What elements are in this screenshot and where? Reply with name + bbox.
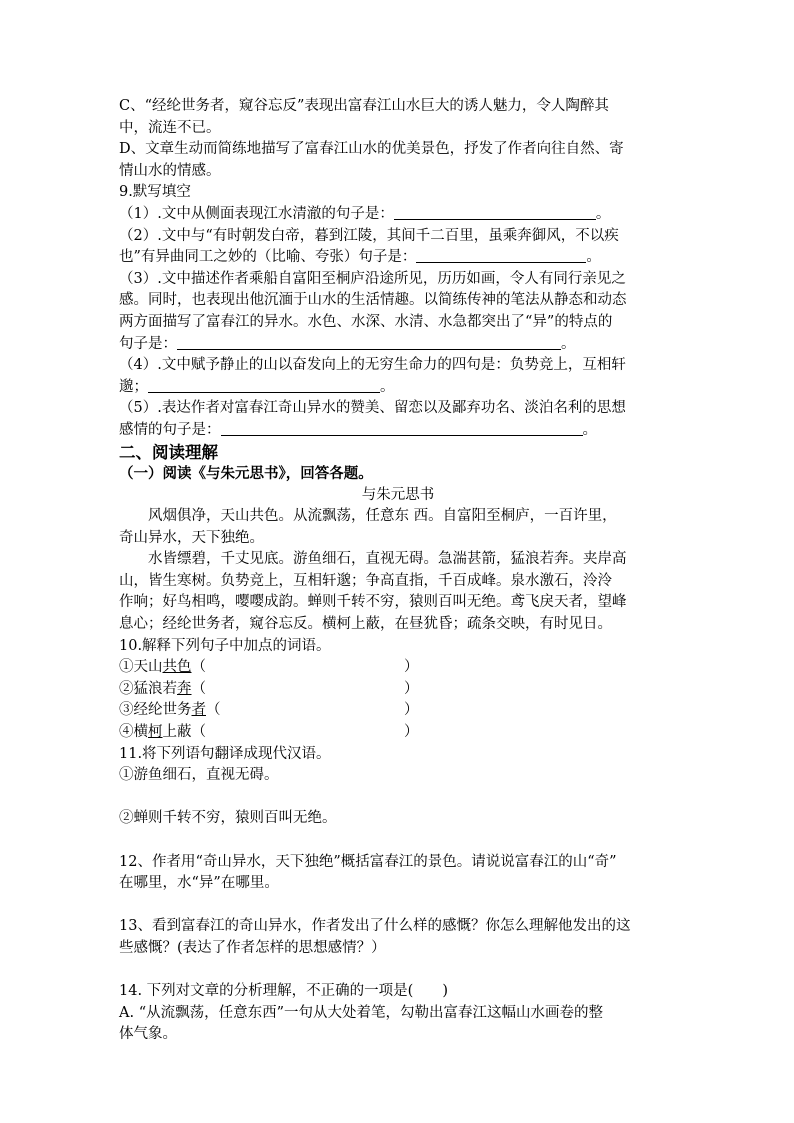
document-page xyxy=(119,96,677,1046)
question-9-2-line2 xyxy=(119,247,677,269)
answer-blank[interactable] xyxy=(177,334,561,350)
question-9-4-end: 。 xyxy=(380,378,395,395)
answer-blank[interactable] xyxy=(221,420,583,436)
close-paren: ） xyxy=(404,680,419,697)
question-9-5-text: 感情的句子是： xyxy=(119,421,221,438)
passage-para2-line1: 水皆缥碧，千丈见底。游鱼细石，直视无碍。急湍甚箭，猛浪若奔。夹岸高 xyxy=(148,551,627,568)
passage-para1-line2: 奇山异水，天下独绝。 xyxy=(119,529,264,546)
question-11-title: 11.将下列语句翻译成现代汉语。 xyxy=(119,745,331,762)
question-9-3-text: 句子是： xyxy=(119,335,177,352)
question-9-3-line2: 感。同时，也表现出他沉湎于山水的生活情趣。以简练传神的笔法从静态和动态 xyxy=(119,292,627,309)
item-text: ③经纶世务 xyxy=(119,702,192,719)
answer-blank[interactable] xyxy=(394,204,596,220)
item-text: ④横 xyxy=(119,724,148,741)
option-c-line2: 中，流连不已。 xyxy=(119,119,221,136)
passage-para2-line3: 作响；好鸟相鸣，嘤嘤成韵。蝉则千转不穷，猿则百叫无绝。鸢飞戾天者，望峰 xyxy=(119,594,627,611)
question-9-1-text: （1）.文中从侧面表现江水清澈的句子是： xyxy=(119,205,394,222)
question-9-3-line4 xyxy=(119,334,677,356)
question-10-item xyxy=(119,657,677,679)
question-11-1: ①游鱼细石，直视无碍。 xyxy=(119,767,279,784)
close-paren: ） xyxy=(404,702,419,719)
question-13-line1: 13、看到富春江的奇山异水，作者发出了什么样的感慨？你怎么理解他发出的这 xyxy=(119,918,631,935)
passage-para2-line2: 山，皆生寒树。负势竞上，互相轩邈；争高直指，千百成峰。泉水激石，泠泠 xyxy=(119,572,612,589)
item-text: ②猛浪若 xyxy=(119,680,177,697)
question-14-option-a-line1: A. “从流飘荡，任意东西”一句从大处着笔，勾勒出富春江这幅山水画卷的整 xyxy=(119,1004,604,1021)
open-paren: （ xyxy=(206,702,221,719)
question-9-5-line1: （5）.表达作者对富春江奇山异水的赞美、留恋以及鄙弃功名、淡泊名利的思想 xyxy=(119,400,626,417)
dotted-word: 柯 xyxy=(148,724,163,741)
question-9-2-line1: （2）.文中与“有时朝发白帝，暮到江陵，其间千二百里，虽乘奔御风，不以疾 xyxy=(119,227,619,244)
open-paren: （ xyxy=(191,659,206,676)
section-heading: 二、阅读理解 xyxy=(119,442,218,462)
close-paren: ） xyxy=(404,724,419,741)
dotted-word: 奔 xyxy=(177,680,192,697)
open-paren: 上蔽（ xyxy=(162,724,206,741)
question-10-item xyxy=(119,679,677,701)
question-9-5-end: 。 xyxy=(582,421,597,438)
question-9-4-line1: （4）.文中赋予静止的山以奋发向上的无穷生命力的四句是：负势竞上，互相轩 xyxy=(119,357,626,374)
question-9-3-line3: 两方面描写了富春江的异水。水色、水深、水清、水急都突出了“异”的特点的 xyxy=(119,313,613,330)
question-9-1-end: 。 xyxy=(595,205,611,222)
question-12-line1: 12、作者用“奇山异水，天下独绝”概括富春江的景色。请说说富春江的山“奇” xyxy=(119,853,617,870)
passage-para2-line4: 息心；经纶世务者，窥谷忘反。横柯上蔽，在昼犹昏；疏条交映，有时见日。 xyxy=(119,616,612,633)
close-paren: ） xyxy=(404,659,419,676)
option-d-line1: D、文章生动而简练地描写了富春江山水的优美景色，抒发了作者向往自然、寄 xyxy=(119,141,624,158)
question-13-line2: 些感慨？(表达了作者怎样的思想感情？） xyxy=(119,939,386,956)
question-9-4-text: 邈； xyxy=(119,378,148,395)
open-paren: （ xyxy=(191,680,206,697)
question-9-2-text: 也”有异曲同工之妙的（比喻、夸张）句子是： xyxy=(119,249,417,266)
question-9-1 xyxy=(119,204,677,226)
question-9-3-line1: （3）.文中描述作者乘船自富阳至桐庐沿途所见，历历如画，令人有同行亲见之 xyxy=(119,270,626,287)
dotted-word: 共色 xyxy=(162,659,192,676)
passage-para1-line1: 风烟俱净，天山共色。从流飘荡，任意东 西。自富阳至桐庐，一百许里， xyxy=(148,508,617,525)
question-9-2-end: 。 xyxy=(586,249,601,266)
question-14-option-a-line2: 体气象。 xyxy=(119,1026,177,1043)
question-9-4-line2 xyxy=(119,377,677,399)
question-9-3-end: 。 xyxy=(561,335,576,352)
question-10-item xyxy=(119,700,677,722)
dotted-word: 者 xyxy=(191,702,206,719)
option-d-line2: 情山水的情感。 xyxy=(119,162,221,179)
question-9-5-line2 xyxy=(119,420,677,442)
question-14-title: 14. 下列对文章的分析理解，不正确的一项是( ) xyxy=(119,983,448,1000)
subsection-heading: （一）阅读《与朱元思书》，回答各题。 xyxy=(119,465,373,482)
passage-title: 与朱元思书 xyxy=(361,486,435,503)
answer-blank[interactable] xyxy=(148,377,380,393)
question-10-item xyxy=(119,722,677,744)
question-10-title: 10.解释下列句子中加点的词语。 xyxy=(119,637,331,654)
option-c-line1: C、“经纶世务者，窥谷忘反”表现出富春江山水巨大的诱人魅力，令人陶醉其 xyxy=(119,98,609,114)
question-12-line2: 在哪里，水“异”在哪里。 xyxy=(119,875,279,892)
item-text: ①天山 xyxy=(119,659,163,676)
answer-blank[interactable] xyxy=(416,247,586,263)
question-11-2: ②蝉则千转不穷，猿则百叫无绝。 xyxy=(119,810,337,827)
question-9-title: 9.默写填空 xyxy=(119,184,191,201)
